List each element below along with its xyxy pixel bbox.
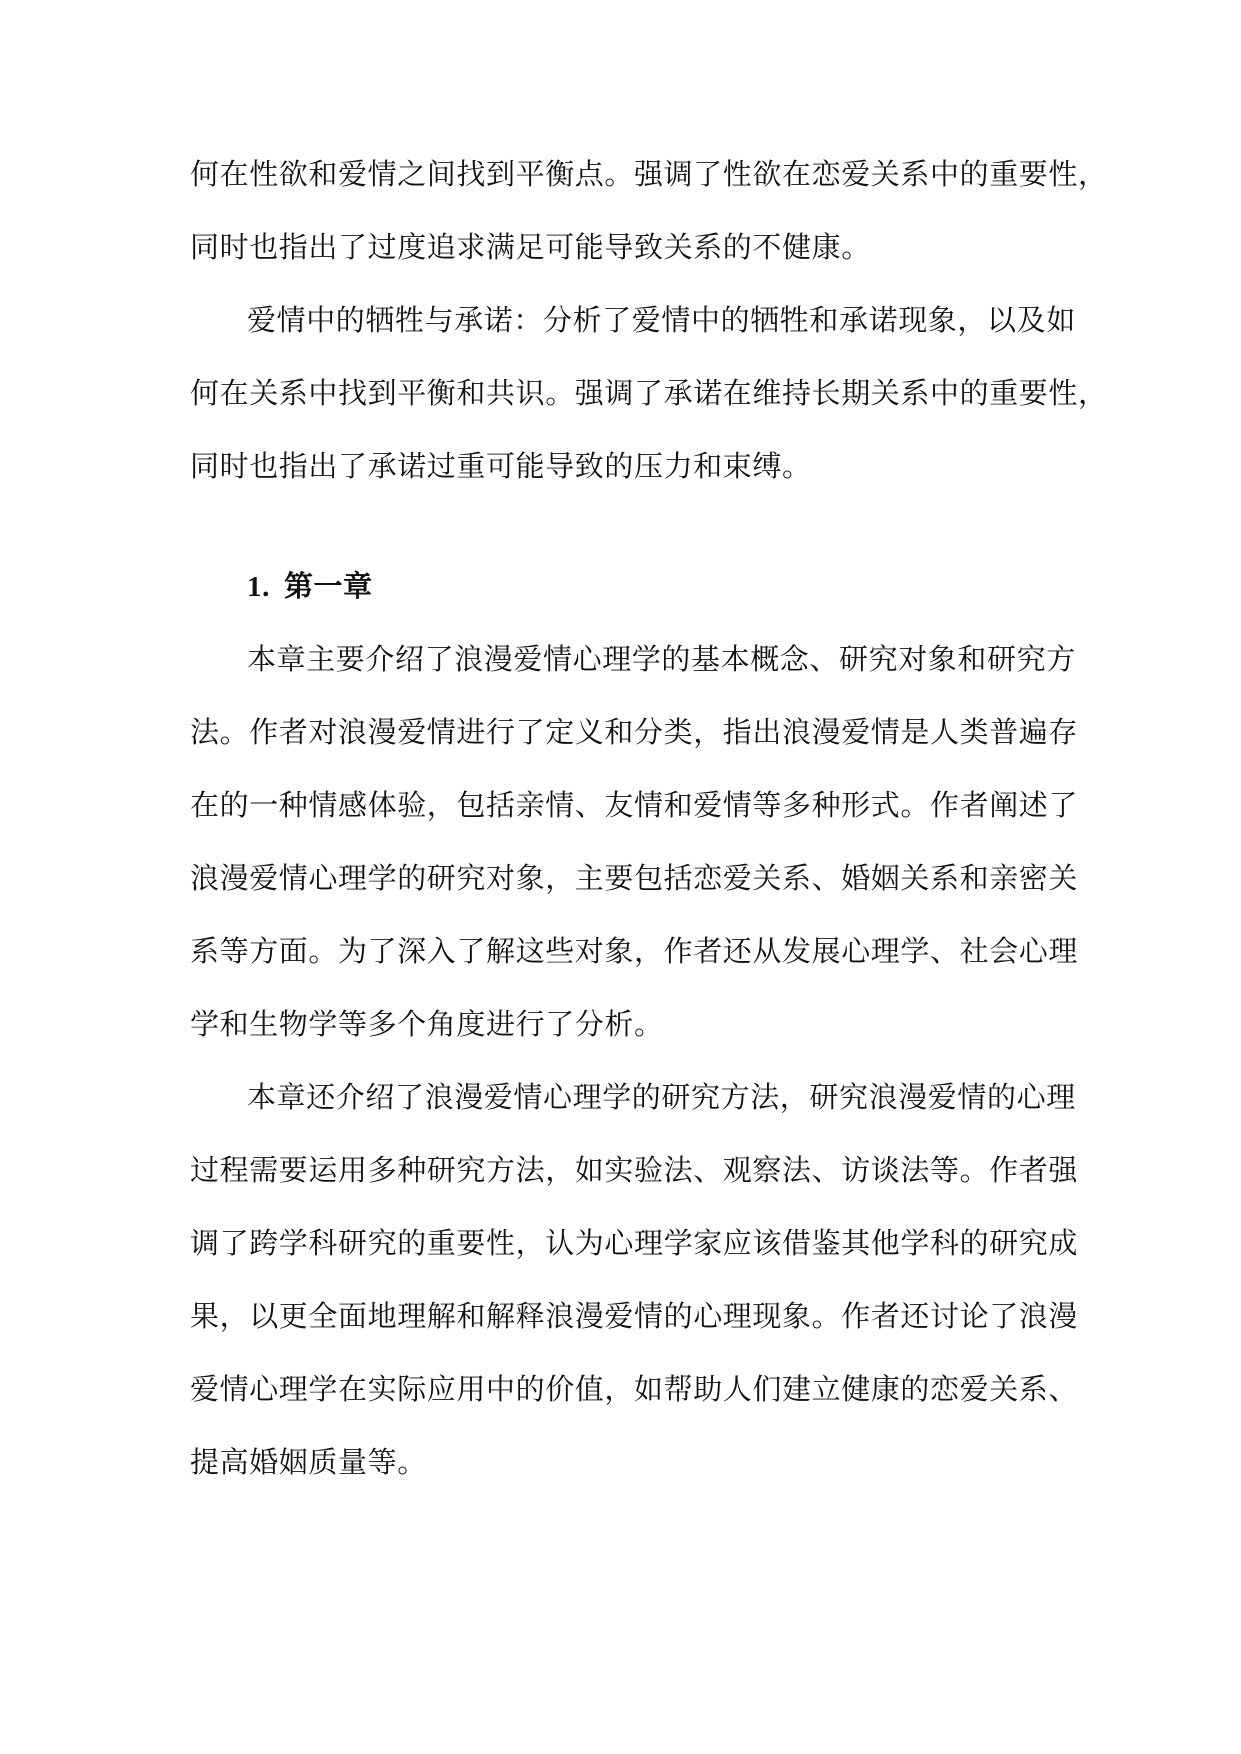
section-spacer bbox=[190, 503, 1090, 550]
text-line: 果，以更全面地理解和解释浪漫爱情的心理现象。作者还讨论了浪漫 bbox=[190, 1299, 1079, 1333]
text-line: 在的一种情感体验，包括亲情、友情和爱情等多种形式。作者阐述了 bbox=[190, 788, 1079, 822]
chapter-heading-number: 1. bbox=[247, 571, 270, 603]
text-line: 法。作者对浪漫爱情进行了定义和分类，指出浪漫爱情是人类普遍存 bbox=[190, 715, 1079, 749]
text-line: 过程需要运用多种研究方法，如实验法、观察法、访谈法等。作者强 bbox=[190, 1153, 1079, 1187]
text-line: 提高婚姻质量等。 bbox=[190, 1445, 427, 1479]
text-line: 同时也指出了承诺过重可能导致的压力和束缚。 bbox=[190, 449, 812, 483]
text-line: 何在关系中找到平衡和共识。强调了承诺在维持长期关系中的重要性， bbox=[190, 376, 1108, 410]
paragraph-sexual-desire-balance bbox=[190, 138, 1108, 284]
text-line: 爱情中的牺牲与承诺：分析了爱情中的牺牲和承诺现象，以及如 bbox=[247, 303, 1076, 337]
chapter-heading-title: 第一章 bbox=[283, 569, 373, 603]
text-line: 何在性欲和爱情之间找到平衡点。强调了性欲在恋爱关系中的重要性， bbox=[190, 157, 1108, 191]
text-line: 爱情心理学在实际应用中的价值，如帮助人们建立健康的恋爱关系、 bbox=[190, 1372, 1079, 1406]
text-line: 系等方面。为了深入了解这些对象，作者还从发展心理学、社会心理 bbox=[190, 934, 1079, 968]
text-line: 浪漫爱情心理学的研究对象，主要包括恋爱关系、婚姻关系和亲密关 bbox=[190, 861, 1079, 895]
text-line: 同时也指出了过度追求满足可能导致关系的不健康。 bbox=[190, 230, 871, 264]
text-line: 本章还介绍了浪漫爱情心理学的研究方法，研究浪漫爱情的心理 bbox=[247, 1080, 1076, 1114]
chapter-heading bbox=[190, 550, 1090, 623]
document-body bbox=[190, 138, 1108, 1499]
text-line: 学和生物学等多个角度进行了分析。 bbox=[190, 1007, 664, 1041]
text-line: 本章主要介绍了浪漫爱情心理学的基本概念、研究对象和研究方 bbox=[247, 642, 1076, 676]
paragraph-chapter-overview bbox=[190, 623, 1090, 1061]
text-line: 调了跨学科研究的重要性，认为心理学家应该借鉴其他学科的研究成 bbox=[190, 1226, 1079, 1260]
paragraph-sacrifice-commitment bbox=[190, 284, 1108, 503]
paragraph-research-methods bbox=[190, 1061, 1090, 1499]
